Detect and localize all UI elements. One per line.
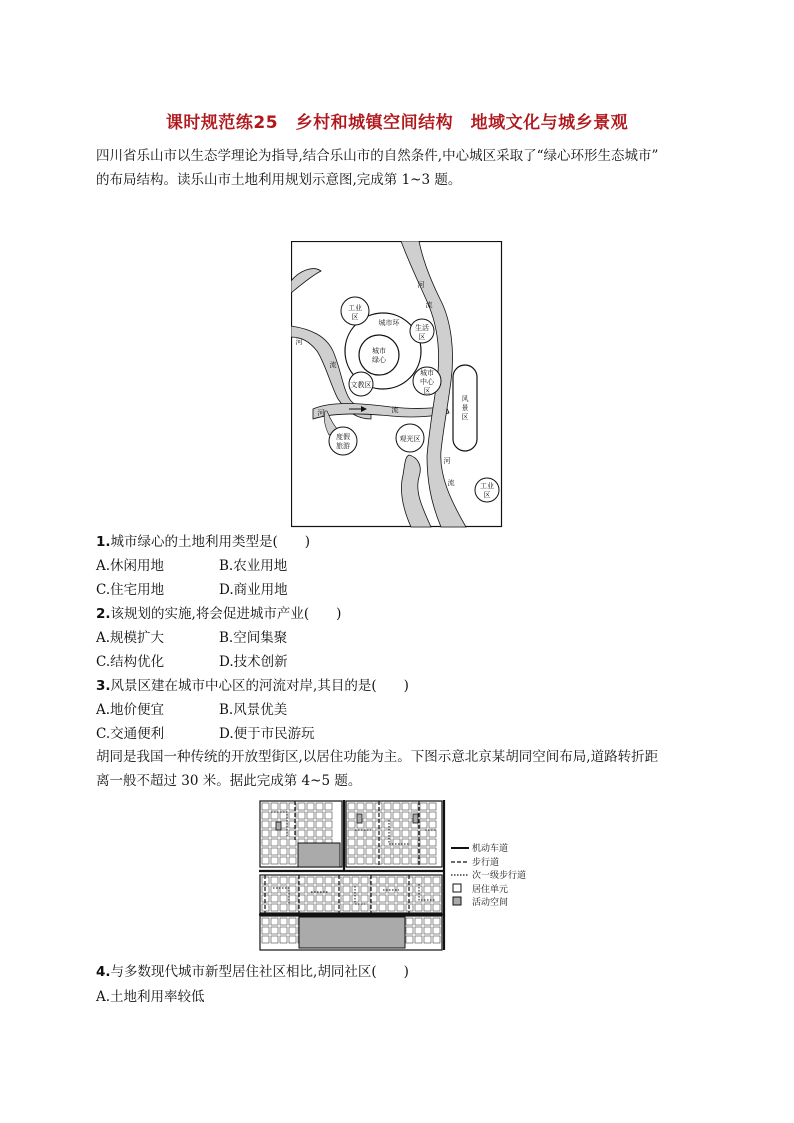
q2-option-b[interactable]: B.空间集聚: [219, 630, 288, 646]
residential-unit: [397, 895, 404, 902]
residential-unit: [352, 877, 359, 884]
intro-2-line-1: 胡同是我国一种传统的开放型街区,以居住功能为主。下图示意北京某胡同空间布局,道路转折距: [96, 749, 659, 765]
residential-unit: [352, 904, 359, 911]
residential-unit: [415, 927, 422, 934]
residential-unit: [262, 927, 269, 934]
residential-unit: [348, 803, 355, 810]
question-2-number: 2.: [96, 606, 111, 622]
residential-unit: [411, 803, 418, 810]
residential-unit: [402, 812, 409, 819]
activity-space-1: [298, 843, 340, 867]
residential-unit: [343, 895, 350, 902]
residential-unit: [316, 821, 323, 828]
residential-unit: [280, 886, 287, 893]
river-label-se-2: 流: [447, 479, 455, 487]
q1-option-c[interactable]: C.住宅用地: [96, 582, 165, 598]
residential-unit: [280, 936, 287, 943]
page-title: 课时规范练25 乡村和城镇空间结构 地域文化与城乡景观: [165, 113, 629, 133]
residential-unit: [420, 830, 427, 837]
residential-unit: [280, 857, 287, 864]
q4-option-a[interactable]: A.土地利用率较低: [96, 989, 205, 1005]
residential-unit: [316, 895, 323, 902]
residential-unit: [316, 812, 323, 819]
residential-unit: [420, 803, 427, 810]
residential-unit: [397, 877, 404, 884]
residential-unit: [280, 830, 287, 837]
industry-2-label-a: 工业: [480, 482, 494, 490]
residential-unit: [361, 904, 368, 911]
residential-unit: [402, 821, 409, 828]
residential-unit: [280, 848, 287, 855]
residential-unit: [307, 895, 314, 902]
city-center-label-a: 城市: [420, 369, 434, 377]
residential-unit: [379, 886, 386, 893]
residential-unit: [289, 886, 296, 893]
river-label-w-1: 河: [295, 338, 303, 346]
green-core-circle: [359, 335, 399, 375]
residential-unit: [289, 927, 296, 934]
question-4: [96, 963, 409, 981]
legend-label-secondary-walkway: 次一级步行道: [472, 871, 527, 881]
residential-unit: [433, 877, 440, 884]
residential-unit: [393, 839, 400, 846]
residential-unit: [325, 904, 332, 911]
river-label-ne-2: 流: [425, 301, 433, 309]
q2-option-c[interactable]: C.结构优化: [96, 654, 165, 670]
residential-unit: [307, 877, 314, 884]
residential-unit: [388, 877, 395, 884]
residential-unit: [271, 936, 278, 943]
residential-unit: [307, 812, 314, 819]
residential-unit: [316, 904, 323, 911]
activity-space-2: [299, 917, 405, 948]
residential-unit: [420, 821, 427, 828]
question-3-stem: 风景区建在城市中心区的河流对岸,其目的是( ): [110, 678, 409, 694]
residential-unit: [393, 821, 400, 828]
residential-unit: [433, 927, 440, 934]
residential-unit: [433, 936, 440, 943]
city-ring-label: 城市环: [378, 319, 400, 327]
question-1-number: 1.: [96, 534, 111, 550]
residential-unit: [325, 821, 332, 828]
residential-unit: [262, 830, 269, 837]
residential-unit: [384, 830, 391, 837]
residential-unit: [334, 895, 341, 902]
residential-unit: [411, 839, 418, 846]
residential-unit: [289, 857, 296, 864]
residential-unit: [280, 927, 287, 934]
residential-unit: [343, 877, 350, 884]
q1-option-b[interactable]: B.农业用地: [219, 558, 288, 574]
residential-unit: [357, 803, 364, 810]
green-core-label-a: 城市: [372, 347, 386, 355]
q3-option-d[interactable]: D.便于市民游玩: [219, 726, 315, 742]
sightseeing-label: 观光区: [399, 435, 421, 443]
residential-unit: [348, 812, 355, 819]
river-label-s-1: 河: [317, 409, 325, 417]
residential-unit: [307, 830, 314, 837]
residential-unit: [348, 857, 355, 864]
resort-zone: [329, 427, 357, 455]
residential-unit: [271, 848, 278, 855]
residential-unit: [262, 857, 269, 864]
residential-unit: [429, 830, 436, 837]
river-label-w-2: 流: [329, 361, 337, 369]
residential-unit: [262, 918, 269, 925]
residential-unit: [411, 830, 418, 837]
residential-unit: [393, 812, 400, 819]
legend-label-walkway: 步行道: [472, 858, 500, 868]
residential-unit: [298, 812, 305, 819]
question-3: [96, 677, 409, 695]
residential-unit: [325, 812, 332, 819]
residential-unit: [271, 839, 278, 846]
river-label-se-1: 河: [443, 457, 451, 465]
residential-unit: [429, 812, 436, 819]
residential-unit: [393, 803, 400, 810]
residential-unit: [357, 839, 364, 846]
residential-unit: [384, 839, 391, 846]
residential-unit: [271, 886, 278, 893]
residential-unit: [289, 848, 296, 855]
leshan-map-figure: [291, 241, 503, 532]
question-1: [96, 533, 310, 551]
residential-unit: [406, 927, 413, 934]
hutong-figure: [259, 800, 549, 956]
residential-unit: [361, 886, 368, 893]
residential-unit: [379, 877, 386, 884]
residential-unit: [424, 886, 431, 893]
residential-unit: [325, 895, 332, 902]
residential-unit: [411, 848, 418, 855]
resort-label-b: 旅游: [336, 442, 350, 450]
residential-unit: [271, 927, 278, 934]
residential-unit: [384, 857, 391, 864]
industry-2-label-b: 区: [483, 491, 491, 499]
residential-unit: [366, 848, 373, 855]
residential-unit: [424, 936, 431, 943]
residential-unit: [280, 877, 287, 884]
residential-unit: [420, 812, 427, 819]
q1-option-a[interactable]: A.休闲用地: [96, 558, 165, 574]
residential-unit: [334, 904, 341, 911]
residential-unit: [402, 803, 409, 810]
residential-unit: [357, 848, 364, 855]
residential-unit: [262, 803, 269, 810]
q2-option-a[interactable]: A.规模扩大: [96, 630, 165, 646]
green-core-label-b: 绿心: [372, 356, 386, 364]
residential-unit: [420, 839, 427, 846]
question-4-stem: 与多数现代城市新型居住社区相比,胡同社区( ): [110, 964, 409, 980]
residential-unit: [348, 839, 355, 846]
residential-unit: [384, 848, 391, 855]
q1-option-d[interactable]: D.商业用地: [219, 582, 288, 598]
residential-unit: [429, 803, 436, 810]
residential-unit: [298, 803, 305, 810]
residential-unit: [348, 821, 355, 828]
residential-unit: [384, 821, 391, 828]
residential-unit: [271, 904, 278, 911]
residential-unit: [379, 895, 386, 902]
residential-unit: [289, 918, 296, 925]
legend-label-activity-space: 活动空间: [472, 898, 509, 908]
residential-unit: [348, 848, 355, 855]
q3-option-b[interactable]: B.风景优美: [219, 702, 288, 718]
residential-unit: [280, 839, 287, 846]
scenic-label-c: 区: [461, 413, 469, 421]
residential-unit: [343, 904, 350, 911]
residential-unit: [289, 936, 296, 943]
residential-unit: [415, 877, 422, 884]
residential-unit: [366, 821, 373, 828]
q3-option-c[interactable]: C.交通便利: [96, 726, 165, 742]
residential-unit: [429, 857, 436, 864]
city-center-label-b: 中心: [420, 378, 434, 386]
residential-unit: [420, 848, 427, 855]
residential-unit: [406, 918, 413, 925]
residential-unit: [334, 886, 341, 893]
scenic-label-b: 景: [461, 404, 469, 412]
residential-unit: [397, 904, 404, 911]
residential-unit: [289, 877, 296, 884]
residential-unit: [262, 812, 269, 819]
residential-unit: [289, 895, 296, 902]
residential-unit: [406, 936, 413, 943]
residential-unit: [433, 918, 440, 925]
residential-unit: [402, 830, 409, 837]
residential-unit: [325, 803, 332, 810]
residential-unit: [307, 886, 314, 893]
residential-unit: [307, 821, 314, 828]
river-label-ne-1: 河: [417, 281, 425, 289]
industry-1-label-a: 工业: [348, 304, 362, 312]
residential-unit: [366, 839, 373, 846]
intro-1-line-2: 的布局结构。读乐山市土地利用规划示意图,完成第 1~3 题。: [96, 172, 462, 188]
culture-edu-label: 文教区: [350, 381, 372, 389]
residential-unit: [298, 830, 305, 837]
residential-unit: [384, 803, 391, 810]
residential-unit: [316, 877, 323, 884]
living-label-a: 生活: [415, 324, 429, 332]
residential-unit: [325, 830, 332, 837]
residential-unit: [424, 904, 431, 911]
residential-unit: [415, 918, 422, 925]
scenic-label-a: 风: [461, 395, 469, 403]
residential-unit: [424, 895, 431, 902]
industry-1-label-b: 区: [351, 313, 359, 321]
residential-unit: [334, 877, 341, 884]
residential-unit: [366, 830, 373, 837]
residential-unit: [348, 830, 355, 837]
intro-paragraph-2: [96, 745, 716, 793]
resort-label-a: 度假: [336, 433, 350, 441]
residential-unit: [424, 927, 431, 934]
residential-unit: [433, 904, 440, 911]
hutong-layout: [259, 800, 549, 952]
residential-unit: [366, 857, 373, 864]
residential-unit: [393, 857, 400, 864]
residential-unit: [280, 918, 287, 925]
question-3-number: 3.: [96, 678, 111, 694]
residential-unit: [262, 936, 269, 943]
residential-unit: [325, 877, 332, 884]
residential-unit: [316, 830, 323, 837]
residential-unit: [280, 803, 287, 810]
residential-unit: [271, 830, 278, 837]
intro-1-line-1: 四川省乐山市以生态学理论为指导,结合乐山市的自然条件,中心城区采取了“绿心环形生态城市”: [96, 148, 659, 164]
residential-unit: [361, 877, 368, 884]
residential-unit: [289, 839, 296, 846]
q2-option-d[interactable]: D.技术创新: [219, 654, 288, 670]
residential-unit: [424, 877, 431, 884]
question-2: [96, 605, 341, 623]
residential-unit: [384, 812, 391, 819]
intro-2-line-2: 离一般不超过 30 米。据此完成第 4~5 题。: [96, 773, 362, 789]
residential-unit: [429, 821, 436, 828]
residential-unit: [357, 857, 364, 864]
residential-unit: [298, 821, 305, 828]
living-label-b: 区: [418, 333, 426, 341]
leshan-map: [291, 241, 503, 528]
residential-unit: [271, 803, 278, 810]
legend-label-residential-unit: 居住单元: [472, 885, 509, 895]
residential-unit: [429, 839, 436, 846]
residential-unit: [366, 812, 373, 819]
residential-unit: [271, 812, 278, 819]
residential-unit: [433, 895, 440, 902]
residential-unit: [343, 886, 350, 893]
residential-unit: [262, 821, 269, 828]
residential-unit: [388, 895, 395, 902]
river-label-s-2: 流: [391, 406, 399, 414]
residential-unit: [307, 904, 314, 911]
q3-option-a[interactable]: A.地价便宜: [96, 702, 165, 718]
residential-unit: [424, 918, 431, 925]
residential-unit: [415, 936, 422, 943]
residential-unit: [433, 886, 440, 893]
legend-white-square-icon: [453, 884, 461, 892]
residential-unit: [262, 839, 269, 846]
city-center-label-c: 区: [423, 387, 431, 395]
residential-unit: [411, 857, 418, 864]
residential-unit: [271, 895, 278, 902]
residential-unit: [379, 904, 386, 911]
residential-unit: [271, 918, 278, 925]
residential-unit: [316, 803, 323, 810]
residential-unit: [307, 803, 314, 810]
residential-unit: [402, 857, 409, 864]
residential-unit: [289, 904, 296, 911]
residential-unit: [361, 895, 368, 902]
residential-unit: [280, 895, 287, 902]
residential-unit: [429, 848, 436, 855]
question-1-stem: 城市绿心的土地利用类型是( ): [110, 534, 311, 550]
question-4-number: 4.: [96, 964, 111, 980]
residential-unit: [271, 857, 278, 864]
legend-label-motor-road: 机动车道: [472, 844, 509, 854]
residential-unit: [271, 877, 278, 884]
residential-unit: [357, 830, 364, 837]
residential-unit: [280, 904, 287, 911]
residential-unit: [420, 857, 427, 864]
intro-paragraph-1: [96, 144, 716, 192]
residential-unit: [280, 812, 287, 819]
legend-gray-square-icon: [453, 897, 461, 905]
question-2-stem: 该规划的实施,将会促进城市产业( ): [110, 606, 342, 622]
residential-unit: [402, 839, 409, 846]
residential-unit: [366, 803, 373, 810]
residential-unit: [388, 904, 395, 911]
residential-unit: [393, 830, 400, 837]
residential-unit: [262, 848, 269, 855]
residential-unit: [415, 904, 422, 911]
residential-unit: [393, 848, 400, 855]
residential-unit: [402, 848, 409, 855]
